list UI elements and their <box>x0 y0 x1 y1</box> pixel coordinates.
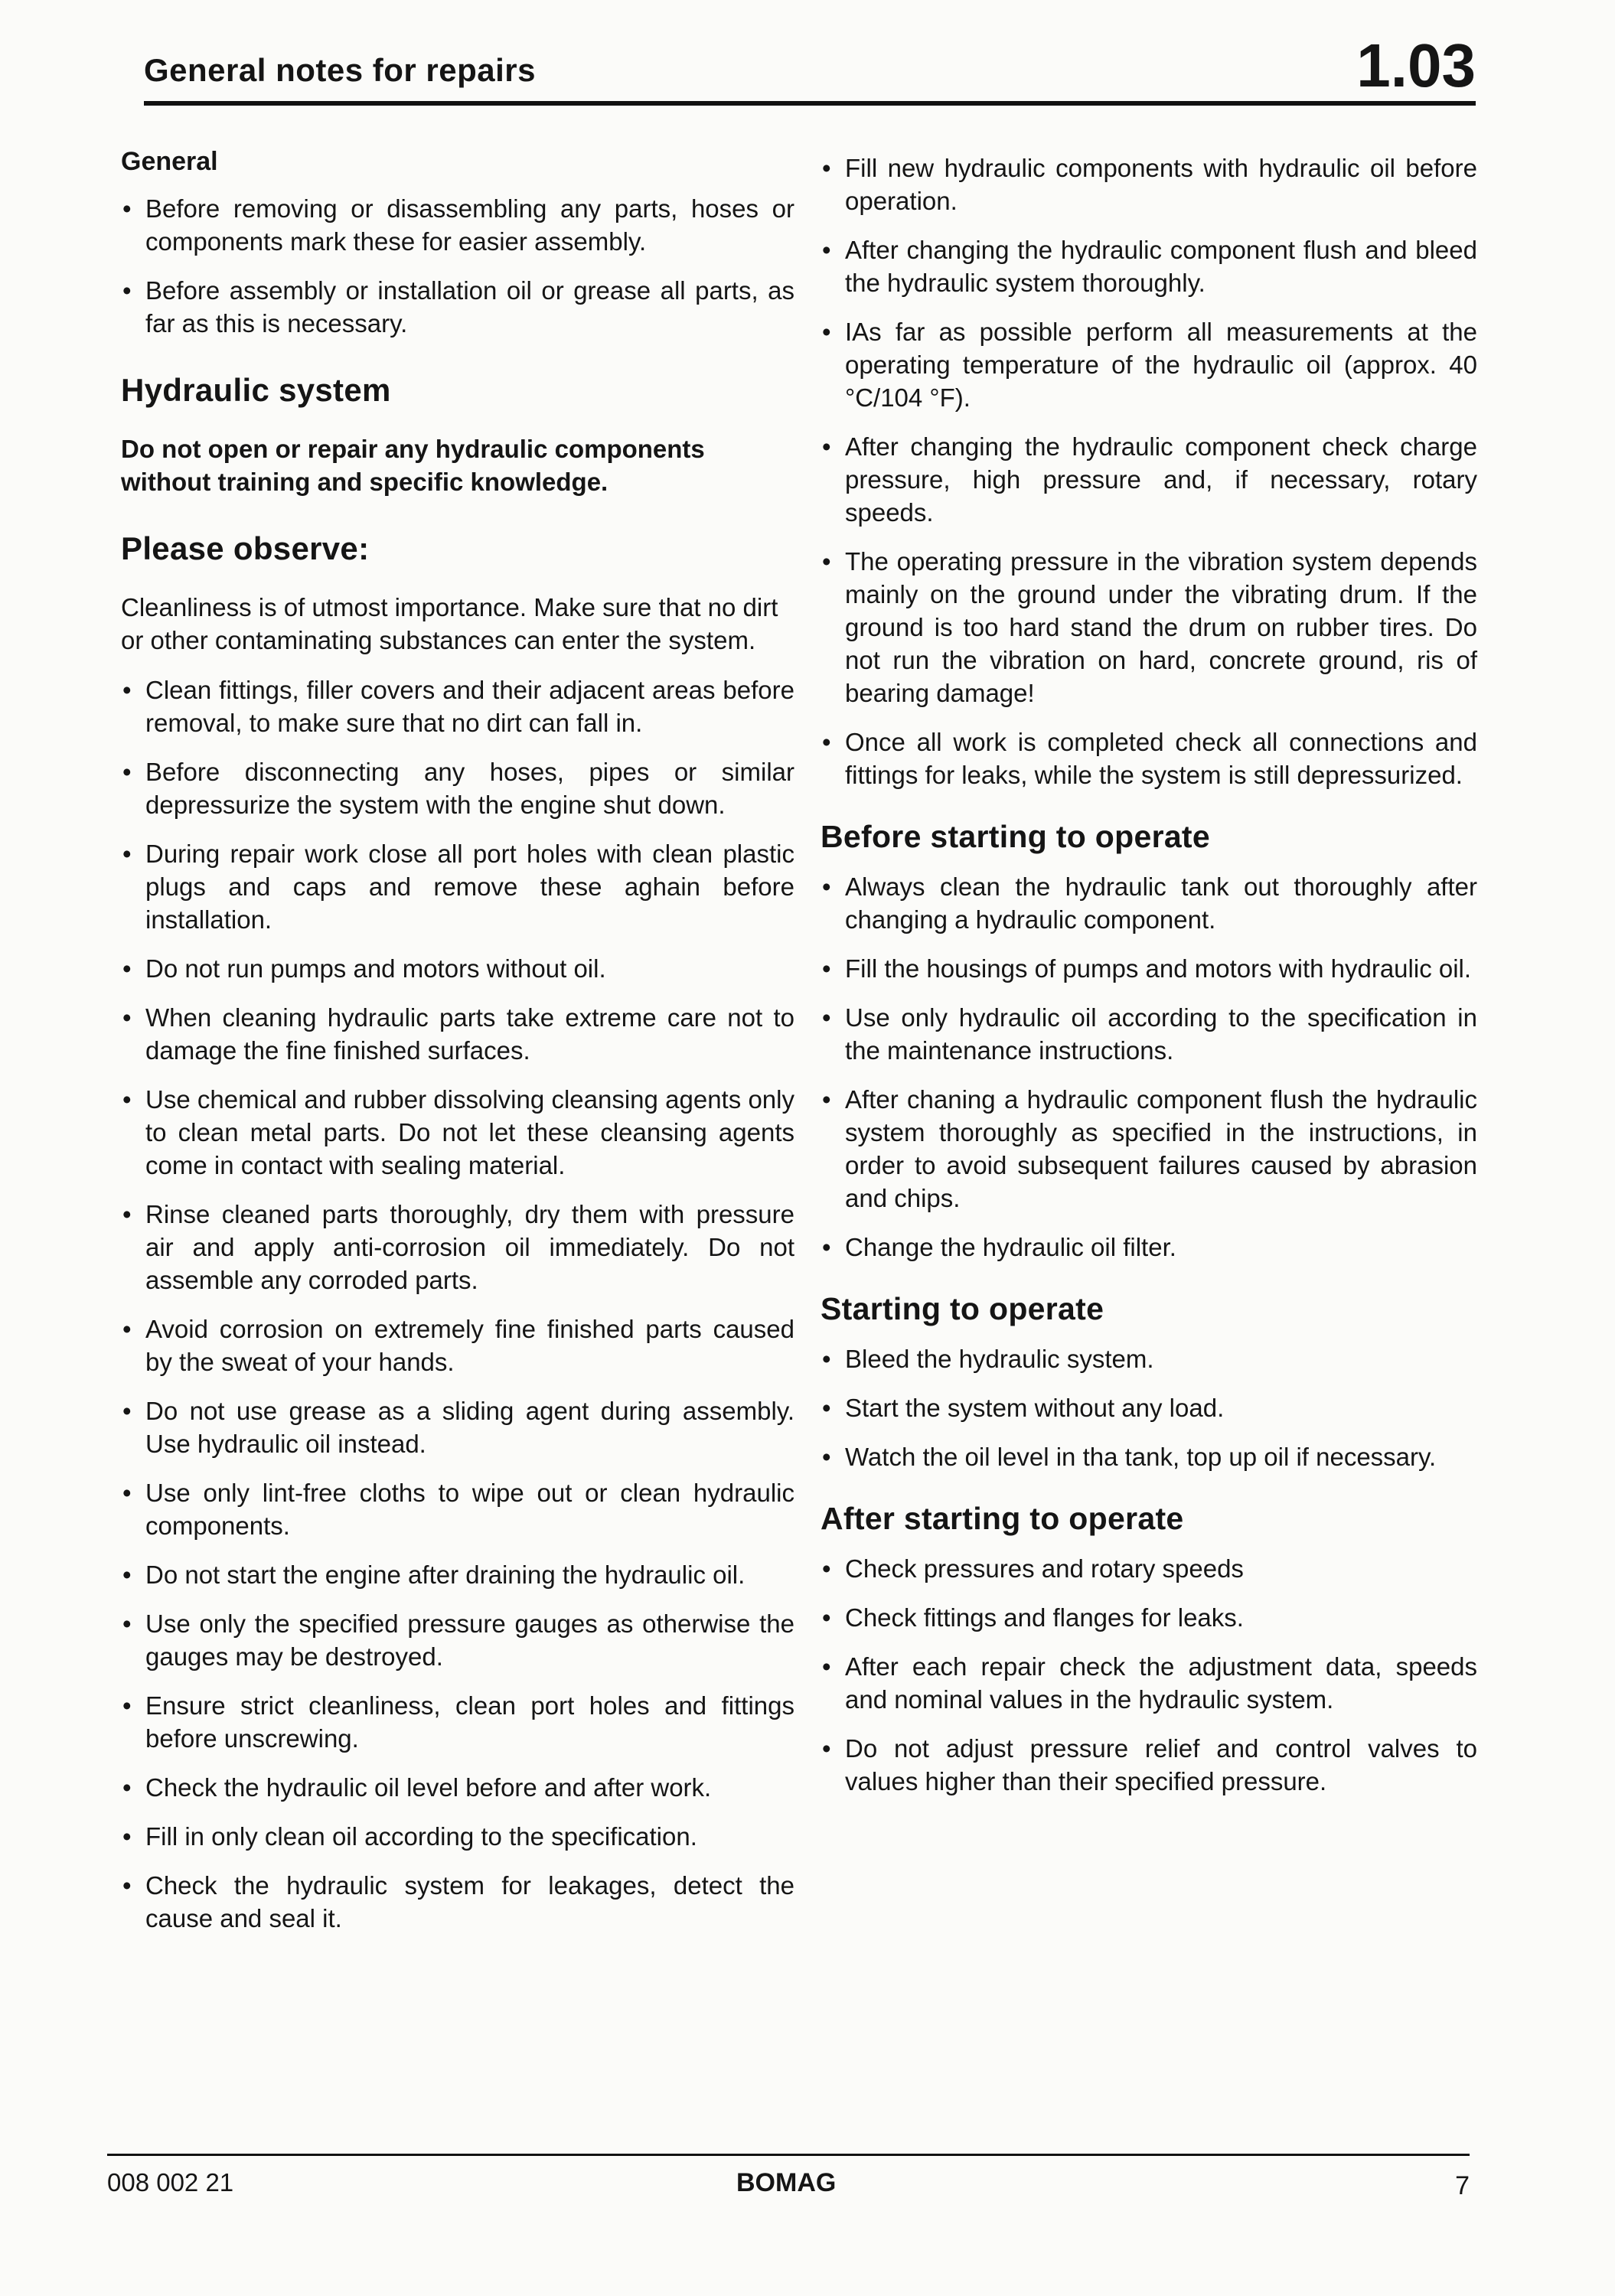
bullet-icon: • <box>822 1652 831 1681</box>
bullet-item <box>121 1607 794 1673</box>
bullet-item <box>121 673 794 739</box>
bullet-text: Avoid corrosion on extremely fine finished parts caused by the sweat of your hands. <box>145 1315 794 1376</box>
please-observe-heading: Please observe: <box>121 530 370 566</box>
bullet-item <box>121 1476 794 1542</box>
bullet-icon: • <box>822 1003 831 1032</box>
bullet-icon: • <box>822 1554 831 1583</box>
observe-list <box>121 673 794 1935</box>
page-footer <box>107 2154 1470 2200</box>
bullet-item <box>821 726 1477 791</box>
bullet-item <box>821 1552 1477 1585</box>
bullet-item <box>121 1394 794 1460</box>
bullet-text: When cleaning hydraulic parts take extreme care not to damage the fine finished surfaces. <box>145 1003 794 1065</box>
bullet-icon: • <box>122 1315 132 1343</box>
general-continued-list <box>821 152 1477 791</box>
bullet-item <box>821 1732 1477 1798</box>
bullet-text: Before disconnecting any hoses, pipes or similar depressurize the system with the engine shut down. <box>145 758 794 819</box>
bullet-text: Use chemical and rubber dissolving cleansing agents only to clean metal parts. Do not let these cleansing agents come in contact with sealing material. <box>145 1085 794 1179</box>
bullet-item <box>821 1083 1477 1215</box>
bullet-item <box>121 1001 794 1067</box>
hydraulic-warning: Do not open or repair any hydraulic components without training and specific knowledge. <box>121 435 705 496</box>
bullet-text: Do not adjust pressure relief and control valves to values higher than their specified pressure. <box>845 1734 1477 1795</box>
bullet-icon: • <box>122 676 132 704</box>
bullet-icon: • <box>822 1085 831 1114</box>
bullet-item <box>121 1869 794 1935</box>
bullet-item <box>821 1440 1477 1473</box>
bullet-text: Use only lint-free cloths to wipe out or clean hydraulic components. <box>145 1479 794 1540</box>
bullet-text: Do not run pumps and motors without oil. <box>145 954 606 983</box>
bullet-icon: • <box>822 1233 831 1261</box>
bullet-icon: • <box>822 872 831 901</box>
bullet-text: Fill the housings of pumps and motors with hydraulic oil. <box>845 954 1472 983</box>
bullet-icon: • <box>822 318 831 346</box>
after-starting-heading: After starting to operate <box>821 1501 1184 1536</box>
bullet-item <box>821 1601 1477 1634</box>
bullet-text: Watch the oil level in tha tank, top up oil if necessary. <box>845 1443 1437 1471</box>
starting-list <box>821 1342 1477 1473</box>
bullet-icon: • <box>122 1085 132 1114</box>
bullet-icon: • <box>122 758 132 786</box>
after-starting-list <box>821 1552 1477 1798</box>
bullet-text: After each repair check the adjustment data, speeds and nominal values in the hydraulic system. <box>845 1652 1477 1714</box>
bullet-item <box>121 1083 794 1182</box>
bullet-text: After changing the hydraulic component flush and bleed the hydraulic system thoroughly. <box>845 236 1477 297</box>
bullet-item <box>821 430 1477 529</box>
bullet-item <box>821 952 1477 985</box>
bullet-item <box>821 545 1477 709</box>
bullet-icon: • <box>122 1200 132 1228</box>
bullet-text: Start the system without any load. <box>845 1394 1225 1422</box>
header-title: General notes for repairs <box>144 52 537 88</box>
bullet-text: Bleed the hydraulic system. <box>845 1345 1154 1373</box>
bullet-icon: • <box>122 194 132 223</box>
bullet-item <box>121 755 794 821</box>
bullet-icon: • <box>822 1394 831 1422</box>
bullet-text: After changing the hydraulic component check charge pressure, high pressure and, if necessary, rotary speeds. <box>845 432 1477 527</box>
bullet-icon: • <box>122 1773 132 1802</box>
bullet-icon: • <box>122 1609 132 1638</box>
bullet-item <box>121 1771 794 1804</box>
general-heading: General <box>121 147 218 176</box>
bullet-text: Use only the specified pressure gauges as otherwise the gauges may be destroyed. <box>145 1609 794 1671</box>
page-header <box>144 31 1476 106</box>
bullet-item <box>821 1391 1477 1424</box>
bullet-item <box>821 233 1477 299</box>
bullet-item <box>121 1558 794 1591</box>
bullet-icon: • <box>822 547 831 576</box>
bullet-item <box>821 1342 1477 1375</box>
bullet-item <box>821 1001 1477 1067</box>
bullet-icon: • <box>822 1443 831 1471</box>
bullet-item <box>821 1231 1477 1264</box>
bullet-text: Before removing or disassembling any parts, hoses or components mark these for easier assembly. <box>145 194 794 256</box>
bullet-text: Ensure strict cleanliness, clean port holes and fittings before unscrewing. <box>145 1691 794 1753</box>
bullet-item <box>121 274 794 340</box>
cleanliness-intro: Cleanliness is of utmost importance. Make sure that no dirt or other contaminating substances can enter the system. <box>121 593 778 654</box>
bullet-text: Do not start the engine after draining the hydraulic oil. <box>145 1561 746 1589</box>
bullet-text: Once all work is completed check all connections and fittings for leaks, while the system is still depressurized. <box>845 728 1477 789</box>
bullet-icon: • <box>122 954 132 983</box>
bullet-text: Change the hydraulic oil filter. <box>845 1233 1176 1261</box>
bullet-icon: • <box>822 1345 831 1373</box>
page-number: 7 <box>1455 2171 1470 2200</box>
bullet-text: Check pressures and rotary speeds <box>845 1554 1244 1583</box>
bullet-text: IAs far as possible perform all measurements at the operating temperature of the hydraulic oil (approx. 40 °C/104 °F). <box>845 318 1477 412</box>
bullet-icon: • <box>122 1479 132 1507</box>
bullet-icon: • <box>122 1822 132 1851</box>
general-list <box>121 192 794 340</box>
bullet-text: Check fittings and flanges for leaks. <box>845 1603 1244 1632</box>
bullet-item <box>821 152 1477 217</box>
section-number: 1.03 <box>1356 31 1476 99</box>
hydraulic-system-heading: Hydraulic system <box>121 372 391 408</box>
bullet-icon: • <box>822 954 831 983</box>
bullet-item <box>121 1820 794 1853</box>
bullet-item <box>121 1198 794 1296</box>
bullet-item <box>821 870 1477 936</box>
brand-name: BOMAG <box>736 2168 837 2197</box>
bullet-text: Use only hydraulic oil according to the specification in the maintenance instructions. <box>845 1003 1477 1065</box>
bullet-item <box>121 837 794 936</box>
bullet-icon: • <box>822 154 831 182</box>
document-code: 008 002 21 <box>107 2168 234 2197</box>
bullet-icon: • <box>122 1691 132 1720</box>
right-column <box>821 152 1477 1814</box>
bullet-text: After chaning a hydraulic component flush the hydraulic system thoroughly as specified in the instructions, in order to avoid subsequent failures caused by abrasion and chips. <box>845 1085 1477 1212</box>
bullet-icon: • <box>122 1561 132 1589</box>
bullet-text: Always clean the hydraulic tank out thoroughly after changing a hydraulic component. <box>845 872 1477 934</box>
bullet-text: Check the hydraulic system for leakages, detect the cause and seal it. <box>145 1871 794 1932</box>
bullet-text: During repair work close all port holes with clean plastic plugs and caps and remove these aghain before installation. <box>145 840 794 934</box>
bullet-icon: • <box>122 1871 132 1900</box>
bullet-text: Clean fittings, filler covers and their adjacent areas before removal, to make sure that no dirt can fall in. <box>145 676 794 737</box>
bullet-text: Fill in only clean oil according to the specification. <box>145 1822 697 1851</box>
bullet-icon: • <box>122 1397 132 1425</box>
bullet-item <box>121 952 794 985</box>
bullet-icon: • <box>822 728 831 756</box>
before-starting-list <box>821 870 1477 1264</box>
bullet-text: Fill new hydraulic components with hydraulic oil before operation. <box>845 154 1477 215</box>
bullet-item <box>821 1650 1477 1716</box>
bullet-item <box>821 315 1477 414</box>
left-column <box>121 145 794 1951</box>
bullet-text: Before assembly or installation oil or grease all parts, as far as this is necessary. <box>145 276 794 338</box>
bullet-item <box>121 1689 794 1755</box>
bullet-item <box>121 1313 794 1378</box>
bullet-icon: • <box>822 236 831 264</box>
bullet-text: Do not use grease as a sliding agent during assembly. Use hydraulic oil instead. <box>145 1397 794 1458</box>
bullet-text: The operating pressure in the vibration system depends mainly on the ground under the vibrating drum. If the ground is too hard stand the drum on rubber tires. Do not run the vibration on hard, concrete ground, ris of bearing damage! <box>845 547 1477 707</box>
bullet-icon: • <box>822 1734 831 1763</box>
bullet-icon: • <box>122 840 132 868</box>
bullet-icon: • <box>822 1603 831 1632</box>
bullet-text: Rinse cleaned parts thoroughly, dry them with pressure air and apply anti-corrosion oil immediately. Do not assemble any corroded parts. <box>145 1200 794 1294</box>
bullet-icon: • <box>822 432 831 461</box>
bullet-icon: • <box>122 276 132 305</box>
bullet-text: Check the hydraulic oil level before and after work. <box>145 1773 712 1802</box>
before-starting-heading: Before starting to operate <box>821 819 1210 854</box>
bullet-icon: • <box>122 1003 132 1032</box>
starting-heading: Starting to operate <box>821 1291 1104 1326</box>
bullet-item <box>121 192 794 258</box>
